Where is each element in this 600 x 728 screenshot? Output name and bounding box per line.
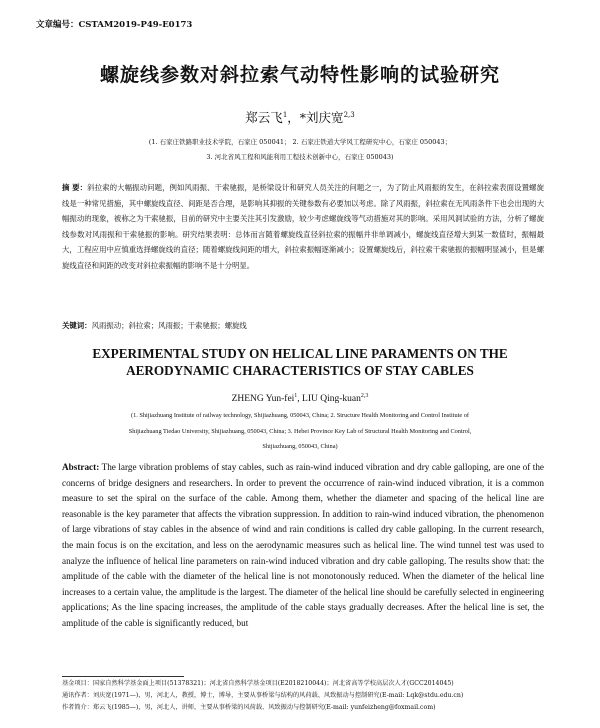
document-code: 文章编号：CSTAM2019-P49-E0173: [36, 20, 193, 30]
chinese-keywords: [62, 320, 544, 331]
english-author-2-sup: 2,3: [360, 393, 369, 399]
chinese-keywords-text: 风雨振动；斜拉索；风雨振；干索驰振；螺旋线: [91, 321, 247, 330]
english-author-separator: ,: [297, 394, 303, 405]
chinese-abstract: [62, 180, 544, 274]
english-title-line-2: AERODYNAMIC CHARACTERISTICS OF STAY CABLES: [126, 363, 474, 378]
chinese-keywords-label: 关键词：: [62, 321, 92, 330]
english-affiliation-line-3: Shijiazhuang, 050043, China): [262, 443, 338, 450]
chinese-author-separator: ，: [287, 110, 300, 125]
english-authors: [0, 393, 600, 404]
english-title: [0, 345, 600, 379]
english-abstract-label: Abstract:: [62, 462, 100, 472]
english-author-1-sup: 1: [294, 393, 298, 399]
chinese-author-2: *刘庆宽: [299, 110, 344, 125]
chinese-authors: [0, 108, 600, 126]
english-affiliations: [110, 408, 490, 455]
english-author-2: LIU Qing-kuan: [302, 394, 361, 405]
english-abstract-text: The large vibration problems of stay cables, such as rain-wind induced vibration and dry cable galloping, are one of the concerns of bridge designers and researchers. In order to prevent the occurrence of rain-wind induced vibration, it is a common measure to set the spiral on the surface of the cable. Among them, whether the diameter and spacing of the helical line are reasonable is the key parameter that affects the vibration suppression. In addition to rain-wind induced vibration, the phenomenon of large vibrations of stay cables in the absence of wind and rain conditions is called dry cable galloping. In the current research, the main focus is on the excitation, and less on the aerodynamic measures such as helical line. The wind tunnel test was used to analyze the influence of helical line parameters on rain-wind induced vibration and dry cable galloping. The results show that: the amplitude of the cable with the diameter of the helical line is not monotonously reduced. When the diameter of the helical line increases to a certain value, the amplitude is the largest. The diameter of the helical line should be carefully selected in engineering applications; As the line spacing increases, the amplitude of the cable stays gradually decreases. After the helical line is set, the amplitude of the cable is significantly reduced, but: [62, 462, 545, 628]
english-title-line-1: EXPERIMENTAL STUDY ON HELICAL LINE PARAMENTS ON THE: [92, 346, 508, 361]
chinese-author-2-sup: 2,3: [343, 110, 355, 119]
footnote-author-bio: 作者简介：郑云飞(1985—)，男，河北人，讲师，主要从事桥梁的风荷载、风致振动与控制研究(E-mail: yunfeizheng@foxmail.com): [62, 704, 436, 711]
english-affiliation-line-2: Shijiazhuang Tiedao University, Shijiazhuang, 050043, China; 3. Hebei Province Key Lab of Structural Health Monitoring and Control,: [128, 427, 472, 435]
english-affiliation-line-1: (1. Shijiazhuang Institute of railway technology, Shijiazhuang, 050043, China; 2. Structure Health Monitoring and Control Institute of: [131, 412, 469, 419]
footnote-funding: 基金项目：国家自然科学基金面上项目(51378321)；河北省自然科学基金项目(E2018210044)；河北省高等学校高层次人才(GCC2014045): [62, 680, 454, 687]
english-abstract: [62, 460, 544, 632]
chinese-title: 螺旋线参数对斜拉索气动特性影响的试验研究: [99, 64, 500, 86]
footnote-divider: [62, 676, 184, 677]
chinese-affiliation-line-1: (1. 石家庄铁路职业技术学院，石家庄 050041； 2. 石家庄铁道大学风工程研究中心，石家庄 050043；: [148, 138, 452, 146]
footnote-corresponding-author: 通讯作者：刘庆宽(1971—)，男，河北人，教授，博士，博导，主要从事桥梁与结构的风荷载、风致振动与控制研究(E-mail: Lqk@stdu.edu.cn): [62, 692, 464, 699]
chinese-abstract-text: 斜拉索的大幅振动问题，例如风雨振、干索驰振，是桥梁设计和研究人员关注的问题之一，为了防止风雨振的发生，在斜拉索表面设置螺旋线是一种常见措施，其中螺旋线直径、间距是否合理，是影响其抑振的关键参数有必要加以考虑。除了风雨振，斜拉索在无风雨条件下也会出现的大幅振动的现象，被称之为干索驰振，目前的研究中主要关注其引发激励，较少考虑螺旋线等气动措施对其的影响。采用风洞试验的方法，分析了螺旋线参数对风雨振和干索驰振的影响。研究结果表明：总体而言随着螺旋线直径斜拉索的振幅并非单调减小，螺旋线直径增大到某一数值时，振幅最大，工程应用中应慎重选择螺旋线的直径；随着螺旋线间距的增大，斜拉索振幅逐渐减小；设置螺旋线后，斜拉索干索驰振的振幅明显减小，但是螺旋线直径和间距的改变对斜拉索振幅的影响不是十分明显。: [62, 183, 544, 270]
chinese-affiliation-line-2: 3. 河北省风工程和风能利用工程技术创新中心，石家庄 050043): [206, 153, 394, 161]
chinese-author-1: 郑云飞: [245, 110, 283, 125]
english-author-1: ZHENG Yun-fei: [231, 394, 295, 405]
chinese-author-1-sup: 1: [282, 110, 288, 119]
chinese-abstract-label: 摘 要：: [62, 183, 88, 192]
